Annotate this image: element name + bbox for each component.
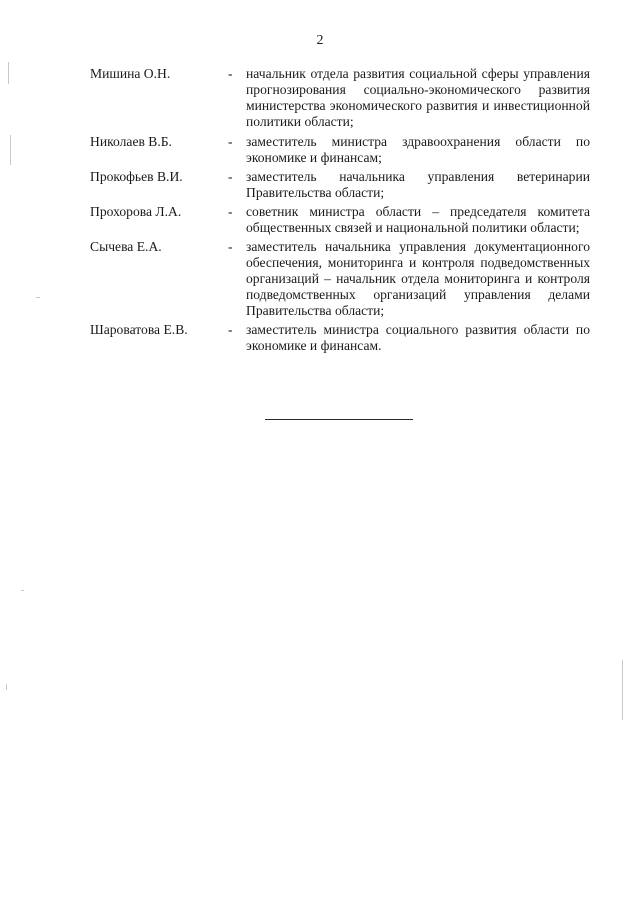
member-name: Прокофьев В.И. (90, 169, 183, 184)
scan-artifact (10, 135, 11, 165)
member-entry (90, 169, 590, 201)
member-entry (90, 204, 590, 236)
member-dash: - (228, 169, 233, 184)
member-dash: - (228, 134, 233, 149)
member-name: Николаев В.Б. (90, 134, 172, 149)
member-entry (90, 134, 590, 166)
member-dash: - (228, 66, 233, 81)
member-name: Сычева Е.А. (90, 239, 162, 254)
member-position: заместитель министра здравоохранения области по экономике и финансам; (246, 134, 590, 165)
page-number: 2 (316, 33, 324, 48)
end-separator-line (265, 419, 413, 420)
scan-artifact (6, 684, 7, 690)
member-dash: - (228, 204, 233, 219)
member-position: заместитель министра социального развития области по экономике и финансам. (246, 322, 590, 353)
member-position: начальник отдела развития социальной сферы управления прогнозирования социально-экономического развития министерства экономического развития и инвестиционной политики области; (246, 66, 590, 129)
member-entry (90, 239, 590, 319)
member-list (90, 66, 590, 354)
member-position: заместитель начальника управления документационного обеспечения, мониторинга и контроля подведомственных организаций – начальник отдела мониторинга и контроля подведомственных организаций управления делами Правительства области; (246, 239, 590, 318)
member-name: Шароватова Е.В. (90, 322, 188, 337)
scan-artifact (622, 660, 623, 720)
member-entry (90, 322, 590, 354)
scan-artifact (21, 590, 24, 591)
scan-artifact (36, 297, 40, 298)
member-position: заместитель начальника управления ветеринарии Правительства области; (246, 169, 590, 200)
member-entry (90, 66, 590, 130)
scan-artifact (8, 62, 9, 84)
member-dash: - (228, 239, 233, 254)
member-position: советник министра области – председателя комитета общественных связей и национальной политики области; (246, 204, 590, 235)
member-name: Мишина О.Н. (90, 66, 171, 81)
member-name: Прохорова Л.А. (90, 204, 182, 219)
member-dash: - (228, 322, 233, 337)
